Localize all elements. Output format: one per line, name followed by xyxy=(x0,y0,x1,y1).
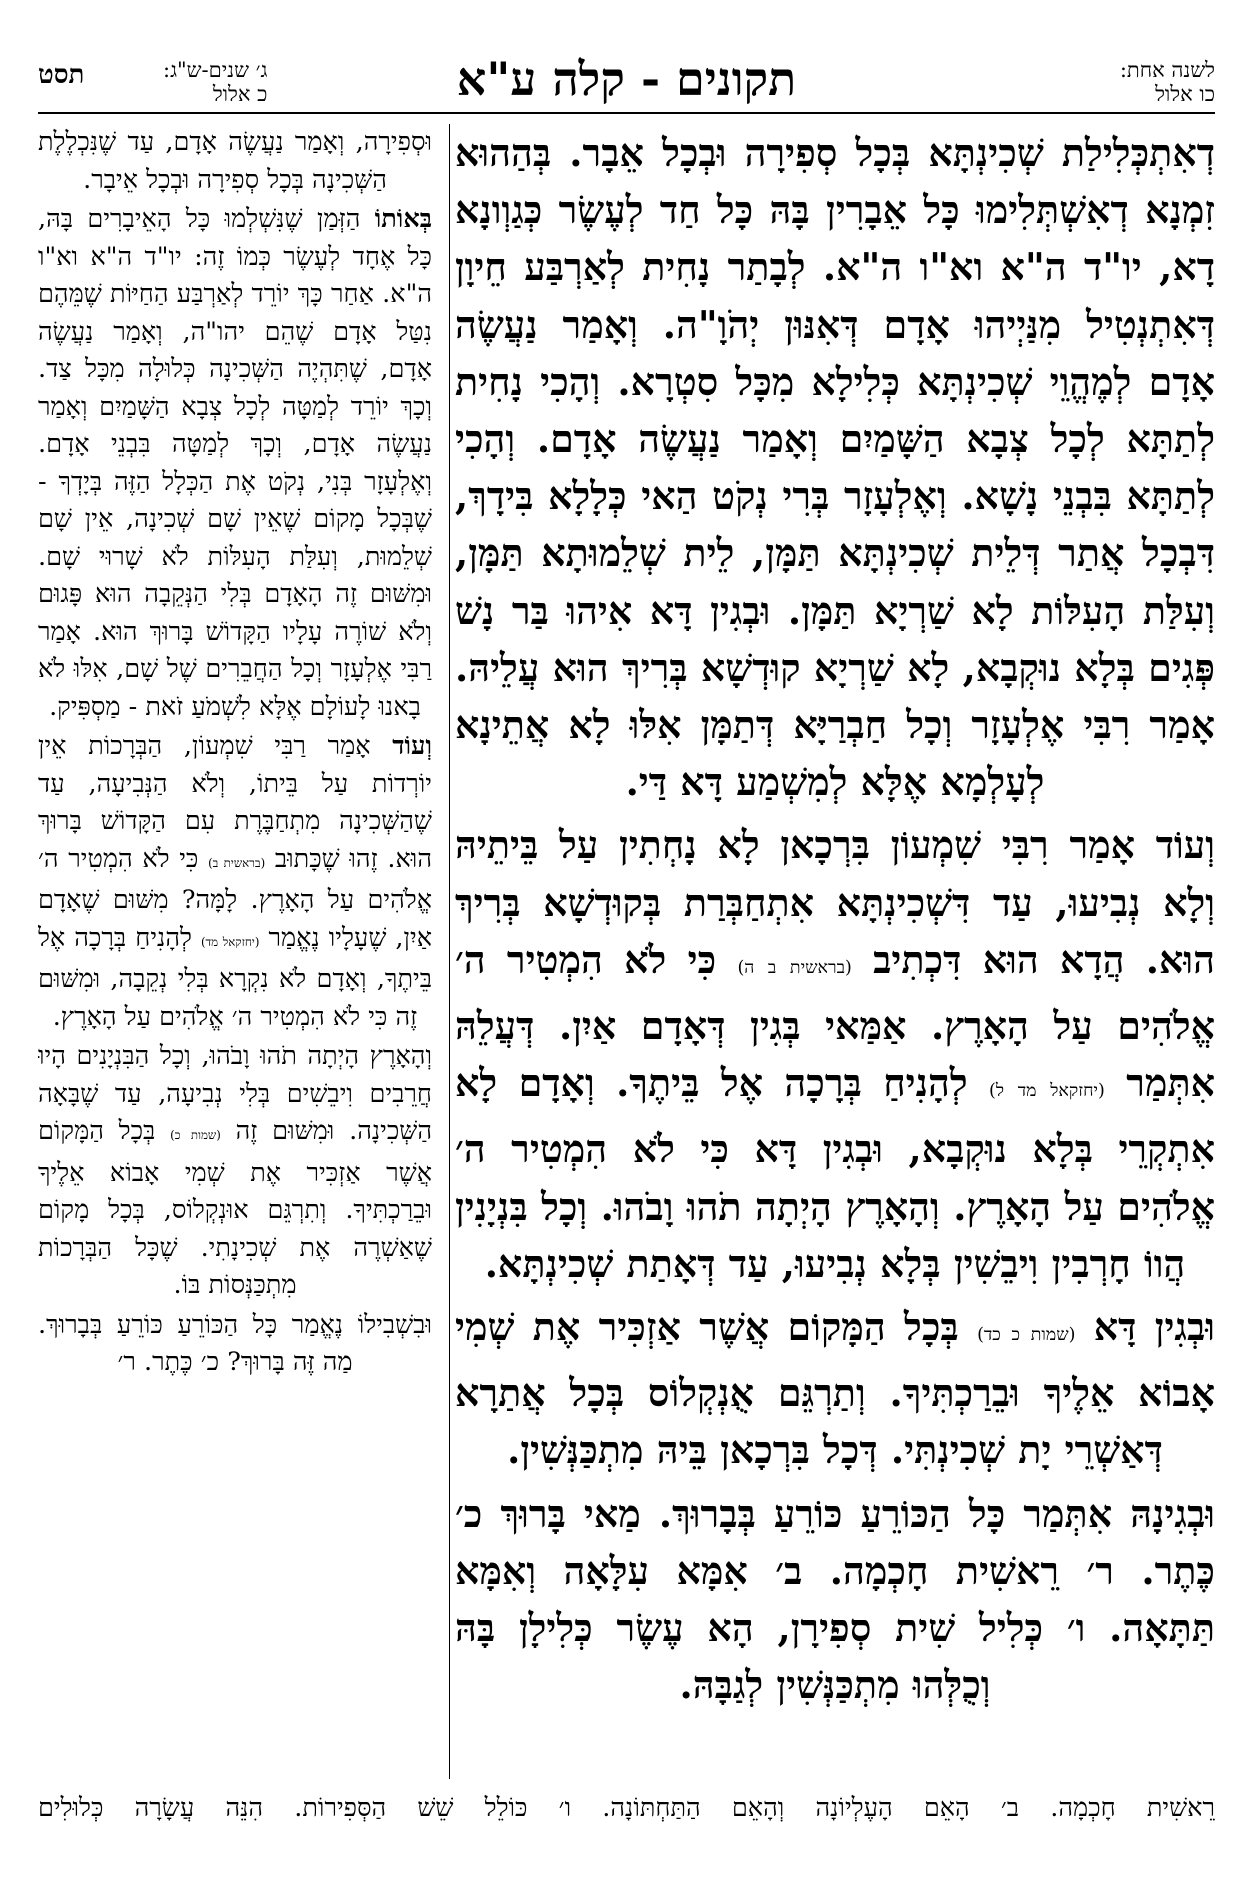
main-paragraph xyxy=(455,124,1215,810)
paragraph-text: אָמַר רַבִּי שִׁמְעוֹן, הַבְּרָכוֹת אֵין יוֹרְדוֹת עַל בֵּיתוֹ, וְלֹא הַנְּבִיעָה, עַד שֶׁהַשְּׁכִינָה מִתְחַבֶּרֶת עִם הַקָּדוֹשׁ בָּרוּךְ הוּא. זֶהוּ שֶׁכָּתוּב xyxy=(38,731,432,874)
column-divider xyxy=(449,124,450,1779)
main-paragraph xyxy=(455,1485,1215,1714)
paragraph-text: הַזְּמַן שֶׁנִּשְׁלְמוּ כָּל הָאֵיבָרִים בָּהּ, כָּל אֶחָד לְעֶשֶׂר כְּמוֹ זֶה: יו"ד ה"א וא"ו ה"א. אַחַר כָּךְ יוֹרֵד לְאַרְבַּע הַחַיּוֹת שֶׁמֵּהֶם נִטַּל אָדָם שֶׁהֵם יהו"ה, וְאָמַר נַעֲשֶׂה אָדָם, שֶׁתִּהְיֶה הַשְּׁכִינָה כְּלוּלָה מִכָּל צַד. וְכָךְ יוֹרֵד לְמַטָּה לְכָל צְבָא הַשָּׁמַיִם וְאָמַר נַעֲשֶׂה אָדָם, וְכָךְ לְמַטָּה בִּבְנֵי אָדָם. וְאֶלְעָזָר בְּנִי, נְקֹט אֶת הַכְּלָל הַזֶּה בְּיָדְךָ - שֶׁבְּכָל מָקוֹם שֶׁאֵין שָׁם שְׁכִינָה, אֵין שָׁם שְׁלֵמוּת, וְעִלַּת הָעִלּוֹת לֹא שָׁרוּי שָׁם. וּמִשּׁוּם זֶה הָאָדָם בְּלִי הַנְּקֵבָה הוּא פָּגוּם וְלֹא שׁוֹרֶה עָלָיו הַקָּדוֹשׁ בָּרוּךְ הוּא. אָמַר רַבִּי אֶלְעָזָר וְכָל הַחֲבֵרִים שֶׁל שָׁם, אִלּוּ לֹא בָאנוּ לָעוֹלָם אֶלָּא לִשְׁמֹעַ זֹאת - מַסְפִּיק. xyxy=(38,204,432,722)
page-number: תסט xyxy=(38,60,85,90)
verse-reference: (יחזקאל מד ל) xyxy=(989,1081,1105,1102)
header-schedule-date: כ אלול xyxy=(212,82,268,106)
verse-reference: (בראשית ב ה) xyxy=(737,957,852,978)
paragraph-text: בְּכָל הַמָּקוֹם אֲשֶׁר אַזְכִּיר אֶת שְׁמִי אָבוֹא אֵלֶיךָ וּבֵרַכְתִּיךָ. וְתִרְגֵּם אוּנְקְלוֹס, בְּכָל מָקוֹם שֶׁאַשְׁרֶה אֶת שְׁכִינָתִי. שֶׁכָּל הַבְּרָכוֹת מִתְכַּנְּסוֹת בּוֹ. xyxy=(38,1116,432,1300)
verse-reference: (שמות כ כד) xyxy=(977,1325,1076,1346)
header-divider xyxy=(38,112,1215,114)
header-schedule-three-years xyxy=(163,58,267,106)
opening-word: בְּאוֹתוֹ xyxy=(374,204,432,234)
paragraph-text: וּבְגִין דָּא xyxy=(1093,1304,1215,1350)
paragraph-text: וְהָאָרֶץ הָיְתָה תֹהוּ וָבֹהוּ, וְכָל הַבִּנְיָנִים הָיוּ חֲרֵבִים וִיבֵשִׁים בְּלִי נְבִיעָה, עַד שֶׁבָּאָה הַשְּׁכִינָה. וּמִשּׁוּם זֶה xyxy=(38,1041,432,1146)
paragraph-text: וּבְגִינָהּ אִתְּמַר כָּל הַכּוֹרֵעַ כּוֹרֵעַ בְּבָרוּךְ. מַאי בָּרוּךְ כ׳ כֶּתֶר. ר׳ רֵאשִׁית חָכְמָה. ב׳ אִמָּא עִלָּאָה וְאִמָּא תַּתָּאָה. ו׳ כְּלִיל שִׁית סְפִירָן, הָא עֶשֶׂר כְּלִילָן בָּהּ וְכֻלְּהוּ מִתְכַּנְּשִׁין לְגַבָּהּ. xyxy=(455,1490,1215,1708)
translation-paragraph xyxy=(38,728,432,1036)
verse-reference: (בראשית ב) xyxy=(208,855,266,870)
translation-paragraph xyxy=(38,201,432,726)
paragraph-text: כִּי לֹא הִמְטִיר ה׳ אֱלֹהִים עַל הָאָרֶץ. אַמַּאי בְּגִין דְּאָדָם אַיִן. דְּעֲלֵהּ אִתְּמַר xyxy=(455,936,1215,1106)
header-schedule-label: ג׳ שנים-ש"ג: xyxy=(163,58,268,82)
paragraph-text: כִּי לֹא הִמְטִיר ה׳ אֱלֹהִים עַל הָאָרֶץ. לָמָּה? מִשּׁוּם שֶׁאָדָם אַיִן, שֶׁעָלָיו נֶאֱמַר xyxy=(38,843,432,953)
translation-paragraph xyxy=(38,1307,432,1382)
footer-continuation-line: רֵאשִׁית חָכְמָה. ב׳ הָאֵם הָעֶלְיוֹנָה וְהָאֵם הַתַּחְתּוֹנָה. ו׳ כּוֹלֵל שֵׁשׁ הַסְּפִירוֹת. הִנֵּה עֲשָׂרָה כְּלוּלִים xyxy=(38,1793,1215,1823)
verse-reference: (שמות כ) xyxy=(170,1128,221,1142)
main-text-column xyxy=(455,124,1215,1779)
paragraph-text: לְהָנִיחַ בְּרָכָה אֶל בֵּיתֶךָ. וְאָדָם לָא אִתְקְרֵי בְּלָא נוּקְבָא, וּבְגִין דָּא כִּי לֹא הִמְטִיר ה׳ אֱלֹהִים עַל הָאָרֶץ. וְהָאָרֶץ הָיְתָה תֹהוּ וָבֹהוּ. וְכָל בִּנְיָנִין הֲווֹ חָרְבִין וִיבֵשִׁין בְּלָא נְבִיעוּ, עַד דְּאָתַת שְׁכִינְתָּא. xyxy=(455,1060,1215,1286)
paragraph-text: וּסְפִירָה, וְאָמַר נַעֲשֶׂה אָדָם, עַד שֶׁנִּכְלֶלֶת הַשְּׁכִינָה בְּכָל סְפִירָה וּבְכָל אֵיבָר. xyxy=(38,127,432,195)
translation-paragraph xyxy=(38,124,432,199)
translation-column xyxy=(38,124,432,1779)
main-paragraph xyxy=(455,1298,1215,1479)
page-header xyxy=(38,52,1215,110)
paragraph-text: וּבִשְׁבִילוֹ נֶאֱמַר כָּל הַכּוֹרֵעַ כּוֹרֵעַ בְּבָרוּךְ. מַה זֶּה בָּרוּךְ? כ׳ כֶּתֶר. ר׳ xyxy=(38,1309,432,1377)
header-schedule-label: לשנה אחת: xyxy=(1119,58,1215,82)
opening-word: וְעוֹד xyxy=(392,731,432,761)
paragraph-text: וְעוֹד אָמַר רִבִּי שִׁמְעוֹן בִּרְכָאן לָא נָחְתִין עַל בֵּיתֵיהּ וְלָא נְבִיעוּ, עַד דִּשְׁכִינְתָּא אִתְחַבְּרַת בְּקוּדְשָׁא בְּרִיךְ הוּא. הֲדָא הוּא דִּכְתִיב xyxy=(455,822,1215,982)
paragraph-text: דְאִתְכְּלִילַת שְׁכִינְתָּא בְּכָל סְפִירָה וּבְכָל אֵבָר. בְּהַהוּא זִמְנָא דְאִשְׁתְּלִימוּ כָּל אֵבָרִין בָּהּ כָּל חַד לְעֶשֶׂר כְּגַוְונָא דָא, יו"ד ה"א וא"ו ה"א. לְבָתַר נָחִית לְאַרְבַּע חֵיוָן דְּאִתְנְטִיל מִנַּיְיהוּ אָדָם דְּאִנּוּן יְהֹוָ"ה. וְאָמַר נַעֲשֶׂה אָדָם לְמֶהֱוֵי שְׁכִינְתָּא כְּלִילָא מִכָּל סִטְרָא. וְהָכִי נָחִית לְתַתָּא לְכָל צְבָא הַשָּׁמַיִם וְאָמַר נַעֲשֶׂה אָדָם. וְהָכִי לְתַתָּא בִּבְנֵי נָשָׁא. וְאֶלְעָזָר בְּרִי נְקֹט הַאי כְּלָלָא בִּידָךְ, דִּבְכָל אֲתַר דְּלֵית שְׁכִינְתָּא תַּמָּן, לֵית שְׁלֵמוּתָא תַּמָּן, וְעִלַּת הָעִלּוֹת לָא שַׁרְיָא תַּמָּן. וּבְגִין דָּא אִיהוּ בַּר נָשׁ פְּגִים בְּלָא נוּקְבָא, לָא שַׁרְיָא קוּדְשָׁא בְּרִיךְ הוּא עֲלֵיהּ. אָמַר רִבִּי אֶלְעָזָר וְכָל חַבְרַיָּא דְּתַמָּן אִלּוּ לָא אֲתֵינָא לְעָלְמָא אֶלָּא לְמִשְׁמַע דָּא דַּי. xyxy=(455,130,1215,805)
translation-paragraph xyxy=(38,1038,432,1305)
paragraph-text: לְהָנִיחַ בְּרָכָה אֶל בֵּיתֶךָ, וְאָדָם לֹא נִקְרָא בְּלִי נְקֵבָה, וּמִשּׁוּם זֶה כִּי לֹא הִמְטִיר ה׳ אֱלֹהִים עַל הָאָרֶץ. xyxy=(38,922,432,1032)
paragraph-text: בְּכָל הַמָּקוֹם אֲשֶׁר אַזְכִּיר אֶת שְׁמִי אָבוֹא אֵלֶיךָ וּבֵרַכְתִּיךָ. וְתַרְגֵּם אֻנְקְלוֹס בְּכָל אֲתַרָא דְּאַשְׁרֵי יָת שְׁכִינְתִּי. דְּכָל בִּרְכָאן בֵּיהּ מִתְכַּנְּשִׁין. xyxy=(455,1304,1215,1473)
page-title: תקונים - קלה ע"א xyxy=(456,52,797,106)
header-schedule-date: כו אלול xyxy=(1155,82,1215,106)
main-paragraph xyxy=(455,816,1215,1292)
verse-reference: (יחזקאל מד) xyxy=(200,934,260,949)
